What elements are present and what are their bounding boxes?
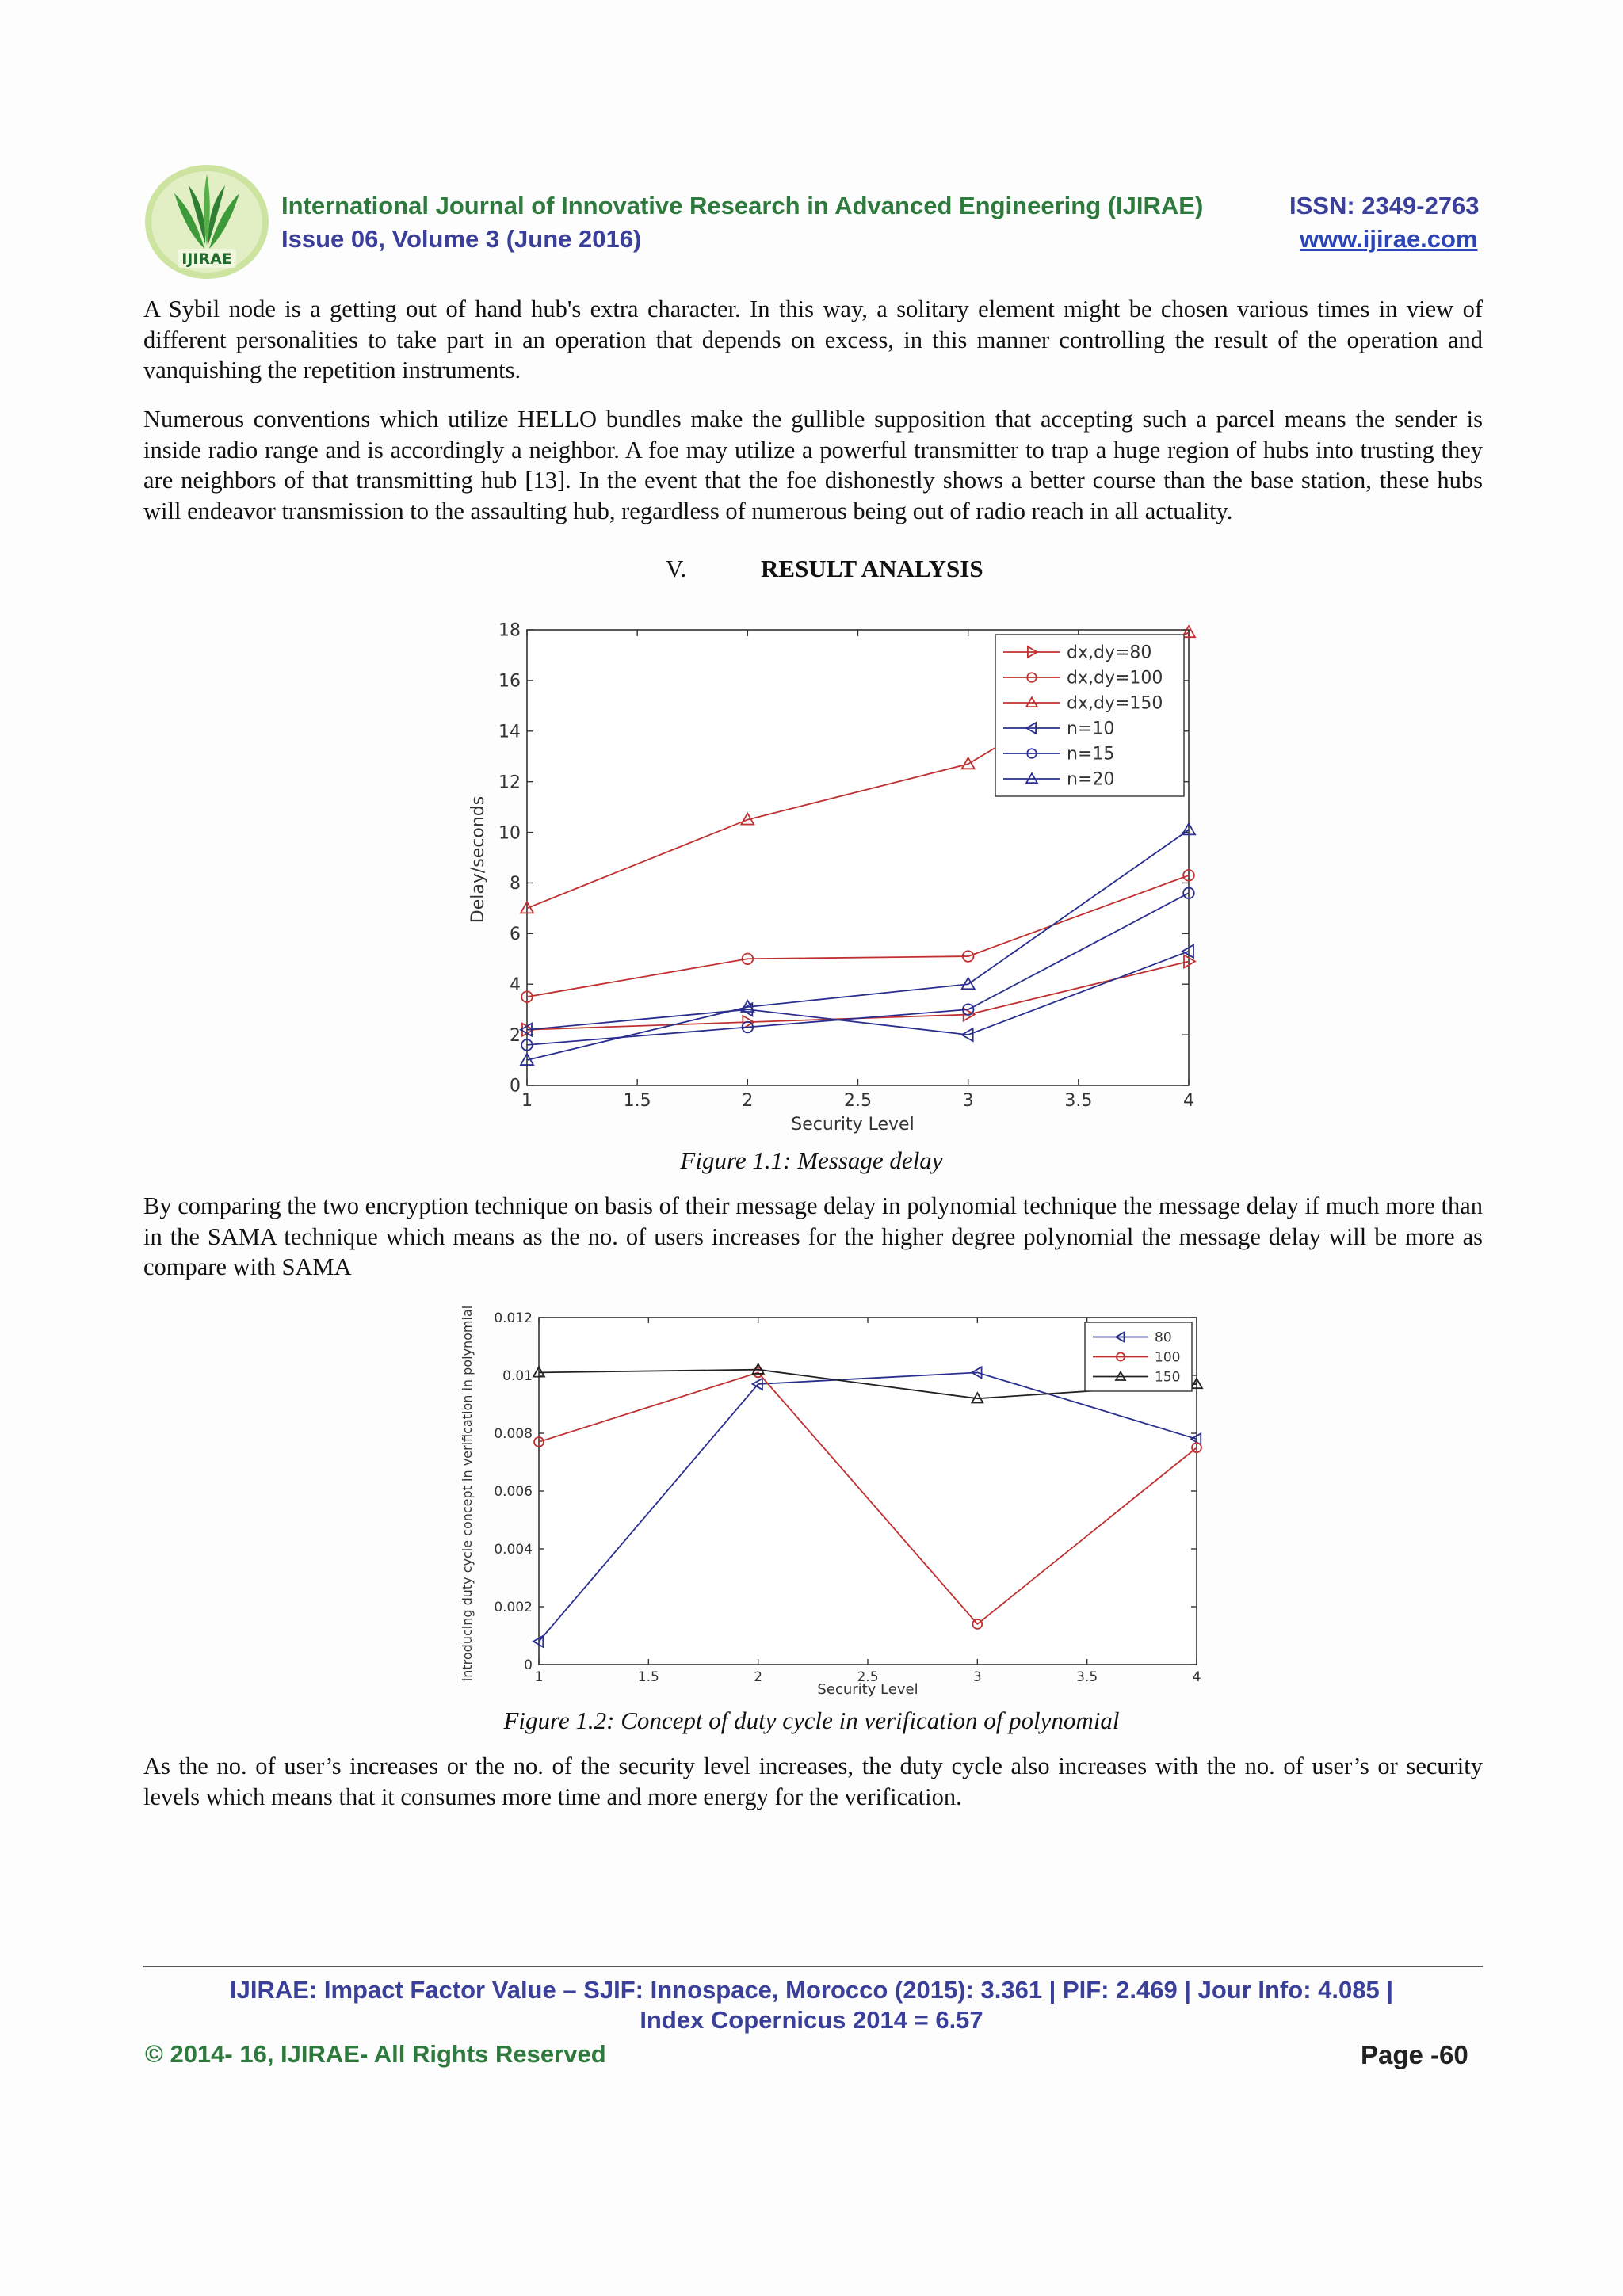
- legend-label: n=15: [1067, 744, 1115, 765]
- section-number: V.: [666, 555, 687, 582]
- legend-label: dx,dy=80: [1067, 643, 1152, 663]
- chart2-xlabel: Security Level: [817, 1681, 918, 1698]
- legend-label: dx,dy=100: [1067, 668, 1163, 688]
- legend-label: n=20: [1067, 769, 1115, 790]
- paragraph-comparison: By comparing the two encryption technique on basis of their message delay in polynomial technique the message delay if much more than in the SAMA technique which means as the no. of users increases for the higher degree polynomial the message delay will be more as compare with SAMA: [143, 1192, 1483, 1280]
- page-number: Page -60: [1361, 2040, 1468, 2069]
- x-tick-label: 2.5: [857, 1669, 879, 1685]
- y-tick-label: 6: [510, 925, 521, 945]
- chart-message-delay: [448, 610, 1209, 1145]
- x-tick-label: 1.5: [623, 1091, 651, 1111]
- x-tick-label: 2: [754, 1669, 763, 1685]
- footer-copyright: © 2014- 16, IJIRAE- All Rights Reserved: [145, 2040, 606, 2068]
- y-tick-label: 16: [498, 671, 521, 692]
- legend-label: n=10: [1067, 719, 1115, 739]
- chart1-ylabel: Delay/seconds: [468, 795, 488, 924]
- chart2-ylabel: introducing duty cycle concept in verification in polynomial: [460, 1305, 475, 1682]
- y-tick-label: 0.002: [494, 1599, 533, 1615]
- y-tick-label: 4: [510, 974, 521, 995]
- figure1-caption: Figure 1.1: Message delay: [680, 1146, 943, 1174]
- x-tick-label: 2.5: [844, 1091, 872, 1111]
- y-tick-label: 8: [510, 874, 521, 894]
- journal-website-link[interactable]: www.ijirae.com: [1300, 225, 1478, 253]
- chart1-xlabel: Security Level: [791, 1115, 915, 1135]
- ijirae-logo: [143, 163, 271, 280]
- journal-issue: Issue 06, Volume 3 (June 2016): [281, 225, 642, 253]
- y-tick-label: 0: [510, 1076, 521, 1097]
- x-tick-label: 1.5: [637, 1669, 659, 1685]
- y-tick-label: 18: [498, 620, 521, 641]
- x-tick-label: 4: [1183, 1091, 1194, 1111]
- y-tick-label: 2: [510, 1025, 521, 1046]
- x-tick-label: 3: [972, 1669, 982, 1685]
- y-tick-label: 10: [498, 823, 521, 844]
- paragraph-hello: Numerous conventions which utilize HELLO bundles make the gullible supposition that accepting such a parcel means the sender is inside radio range and is accordingly a neighbor. A foe may utilize a powerful transmitter to trap a huge region of hubs into trusting they are neighbors of that transmitting hub [13]. In the event that the foe dishonestly shows a better course than the base station, these hubs will endeavor transmission to the assaulting hub, regardless of numerous being out of radio reach in all actuality.: [143, 406, 1483, 524]
- y-tick-label: 0: [524, 1657, 533, 1673]
- y-tick-label: 0.01: [502, 1367, 533, 1384]
- legend-label: dx,dy=150: [1067, 693, 1163, 714]
- section-title: RESULT ANALYSIS: [761, 555, 983, 582]
- logo-text: IJIRAE: [181, 250, 232, 268]
- x-tick-label: 2: [742, 1091, 754, 1111]
- x-tick-label: 3.5: [1064, 1091, 1093, 1111]
- y-tick-label: 0.006: [494, 1483, 533, 1500]
- y-tick-label: 12: [498, 772, 521, 793]
- x-tick-label: 3.5: [1076, 1669, 1098, 1685]
- legend-label: 80: [1155, 1329, 1172, 1346]
- x-tick-label: 1: [521, 1091, 533, 1111]
- y-tick-label: 0.012: [494, 1310, 533, 1326]
- journal-title: International Journal of Innovative Research in Advanced Engineering (IJIRAE): [281, 192, 1204, 219]
- x-tick-label: 4: [1192, 1669, 1201, 1685]
- y-tick-label: 14: [498, 722, 521, 742]
- legend-label: 150: [1155, 1369, 1181, 1386]
- journal-issn: ISSN: 2349-2763: [1289, 192, 1480, 219]
- chart-duty-cycle: [452, 1303, 1201, 1703]
- y-tick-label: 0.004: [494, 1541, 533, 1558]
- paragraph-duty-cycle: As the no. of user’s increases or the no. of the security level increases, the duty cycle also increases with the no. of user’s or security levels which means that it consumes more time and more energy for the verification.: [143, 1753, 1483, 1810]
- footer-index-copernicus: Index Copernicus 2014 = 6.57: [640, 2006, 983, 2034]
- footer-impact-factor: IJIRAE: Impact Factor Value – SJIF: Innospace, Morocco (2015): 3.361 | PIF: 2.469 | Jour Info: 4.085 |: [230, 1976, 1393, 2004]
- footer-rule: [143, 1966, 1483, 1967]
- y-tick-label: 0.008: [494, 1425, 533, 1442]
- paragraph-sybil: A Sybil node is a getting out of hand hub's extra character. In this way, a solitary element might be chosen various times in view of different personalities to take part in an operation that depends on excess, in this manner controlling the result of the operation and vanquishing the repetition instruments.: [143, 296, 1483, 383]
- legend-label: 100: [1155, 1349, 1181, 1366]
- figure2-caption: Figure 1.2: Concept of duty cycle in verification of polynomial: [503, 1707, 1120, 1734]
- x-tick-label: 1: [534, 1669, 544, 1685]
- x-tick-label: 3: [962, 1091, 974, 1111]
